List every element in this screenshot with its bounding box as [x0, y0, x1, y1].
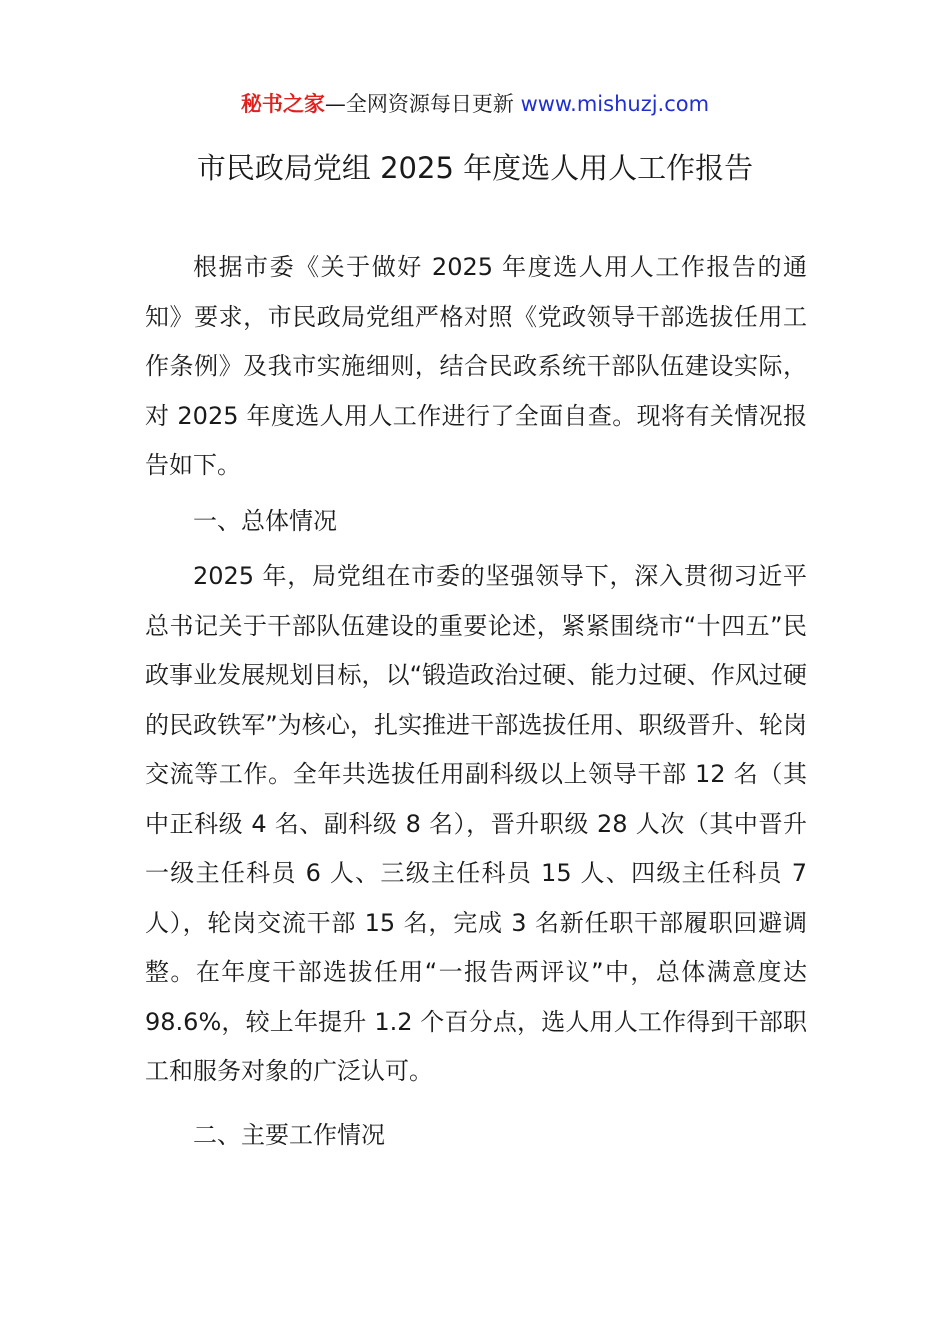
document-body — [145, 243, 807, 1160]
site-header — [0, 88, 950, 120]
document-title: 市民政局党组 2025 年度选人用人工作报告 — [196, 151, 754, 185]
site-url-link[interactable]: www.mishuzj.com — [520, 92, 710, 116]
overview-paragraph: 2025 年，局党组在市委的坚强领导下，深入贯彻习近平总书记关于干部队伍建设的重要论述，紧紧围绕市“十四五”民政事业发展规划目标，以“锻造政治过硬、能力过硬、作风过硬的民政铁军”为核心，扎实推进干部选拔任用、职级晋升、轮岗交流等工作。全年共选拔任用副科级以上领导干部 12 名（其中正科级 4 名、副科级 8 名），晋升职级 28 人次（其中晋升一级主任科员 6 人、三级主任科员 15 人、四级主任科员 7 人），轮岗交流干部 15 名，完成 3 名新任职干部履职回避调整。在年度干部选拔任用“一报告两评议”中，总体满意度达 98.6%，较上年提升 1.2 个百分点，选人用人工作得到干部职工和服务对象的广泛认可。 — [145, 562, 807, 1085]
header-tagline: —全网资源每日更新 — [324, 92, 521, 116]
section-heading-main-work: 二、主要工作情况 — [193, 1120, 385, 1149]
intro-paragraph: 根据市委《关于做好 2025 年度选人用人工作报告的通知》要求，市民政局党组严格对照《党政领导干部选拔任用工作条例》及我市实施细则，结合民政系统干部队伍建设实际，对 2025 年度选人用人工作进行了全面自查。现将有关情况报告如下。 — [145, 253, 807, 479]
section-heading-overview: 一、总体情况 — [193, 506, 337, 535]
brand-name: 秘书之家 — [240, 92, 325, 116]
spacer — [145, 1097, 807, 1111]
